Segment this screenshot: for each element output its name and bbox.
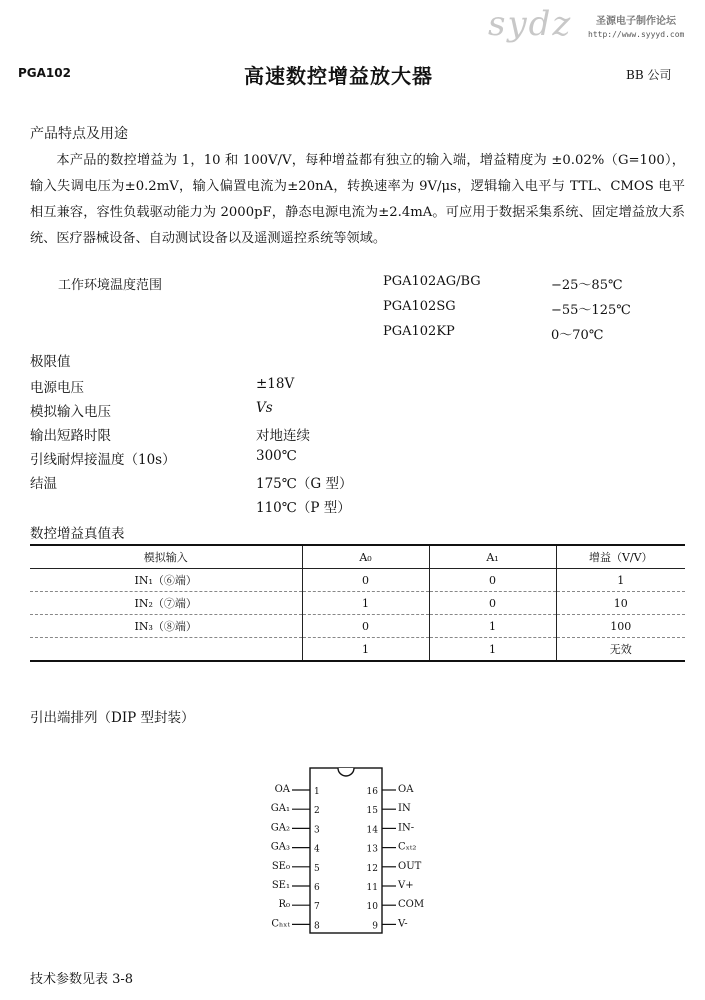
pin-number-label: 8 bbox=[314, 921, 320, 932]
limit-row bbox=[30, 472, 430, 496]
pin-name-label: V+ bbox=[398, 880, 414, 891]
pin-number-label: 14 bbox=[366, 825, 378, 836]
table-cell bbox=[30, 638, 302, 662]
temperature-model: PGA102AG/BG bbox=[383, 274, 481, 289]
table-cell: 0 bbox=[429, 569, 556, 592]
limit-value: 300℃ bbox=[256, 448, 297, 464]
temperature-row bbox=[383, 274, 683, 296]
right-pins bbox=[367, 784, 425, 931]
table-cell: IN₁（⑥端） bbox=[30, 569, 302, 592]
limit-key: 结温 bbox=[30, 476, 57, 492]
column-header: 增益（V/V） bbox=[556, 545, 685, 569]
pin-number-label: 1 bbox=[314, 787, 320, 797]
pin-name-label: R₀ bbox=[278, 899, 290, 911]
watermark-logo: sydz bbox=[488, 4, 573, 44]
limit-value: ±18V bbox=[256, 376, 295, 392]
footer-note: 技术参数见表 3-8 bbox=[30, 972, 134, 987]
table-cell: 1 bbox=[302, 592, 429, 615]
limit-value: 175℃（G 型） bbox=[256, 476, 353, 492]
features-heading: 产品特点及用途 bbox=[30, 126, 128, 142]
limit-value: 110℃（P 型） bbox=[256, 500, 351, 516]
table-cell: 无效 bbox=[556, 638, 685, 662]
limit-row bbox=[30, 448, 430, 472]
pin-name-label: Cₓₜ₂ bbox=[398, 841, 417, 853]
table-header-row bbox=[30, 545, 685, 569]
pin-number-label: 15 bbox=[366, 806, 378, 817]
dip-package-diagram bbox=[240, 760, 460, 940]
company-name: BB 公司 bbox=[626, 68, 672, 82]
pin-number-label: 10 bbox=[366, 902, 378, 913]
pin-name-label: GA₃ bbox=[270, 841, 290, 853]
table-cell: IN₃（⑧端） bbox=[30, 615, 302, 638]
pin-number-label: 7 bbox=[314, 902, 320, 913]
column-header: A₀ bbox=[302, 545, 429, 569]
pin-name-label: IN bbox=[398, 803, 411, 815]
pin-name-label: OUT bbox=[398, 860, 422, 872]
pin-name-label: OA bbox=[398, 784, 414, 795]
table-cell: 1 bbox=[429, 638, 556, 662]
watermark-site-name: 圣源电子制作论坛 bbox=[596, 16, 676, 27]
left-pins bbox=[271, 784, 320, 931]
pin-name-label: V- bbox=[398, 918, 408, 930]
temperature-model: PGA102KP bbox=[383, 324, 455, 339]
pin-name-label: OA bbox=[274, 784, 290, 795]
page-title: 高速数控增益放大器 bbox=[244, 64, 433, 88]
limit-key: 输出短路时限 bbox=[30, 428, 111, 444]
features-text: 本产品的数控增益为 1，10 和 100V/V，每种增益都有独立的输入端，增益精度为 ±0.02%（G=100），输入失调电压为±0.2mV，输入偏置电流为±20nA，转换速率为 9V/μs，逻辑输入电平与 TTL、CMOS 电平相互兼容，容性负载驱动能力为 2000pF，静态电源电流为±2.4mA。可应用于数据采集系统、固定增益放大系统、医疗器械设备、自动测试设备以及遥测遥控系统等领域。 bbox=[30, 153, 685, 246]
column-header: A₁ bbox=[429, 545, 556, 569]
table-row bbox=[30, 592, 685, 615]
temperature-range: 0～70℃ bbox=[551, 328, 604, 343]
temperature-row bbox=[383, 324, 683, 346]
table-cell: 1 bbox=[429, 615, 556, 638]
temperature-row bbox=[383, 299, 683, 321]
pin-number-label: 12 bbox=[366, 863, 378, 874]
pin-number-label: 16 bbox=[366, 787, 378, 797]
truth-table bbox=[30, 544, 685, 662]
temperature-label: 工作环境温度范围 bbox=[58, 278, 163, 293]
pin-number-label: 9 bbox=[372, 921, 378, 932]
pin-name-label: GA₂ bbox=[270, 822, 290, 834]
pin-name-label: IN- bbox=[398, 822, 415, 834]
temperature-model: PGA102SG bbox=[383, 299, 456, 314]
pin-number-label: 13 bbox=[366, 844, 378, 855]
table-row bbox=[30, 569, 685, 592]
part-number: PGA102 bbox=[18, 66, 71, 80]
limit-row bbox=[30, 376, 430, 400]
features-paragraph bbox=[30, 148, 685, 252]
temperature-range: −55～125℃ bbox=[551, 303, 631, 318]
table-cell: 100 bbox=[556, 615, 685, 638]
pin-number-label: 3 bbox=[314, 825, 320, 836]
pin-name-label: Cₕₓₜ bbox=[271, 918, 290, 930]
pin-name-label: SE₁ bbox=[271, 880, 290, 891]
table-cell: IN₂（⑦端） bbox=[30, 592, 302, 615]
table-row bbox=[30, 615, 685, 638]
limit-key: 引线耐焊接温度（10s） bbox=[30, 452, 176, 468]
temperature-range: −25～85℃ bbox=[551, 278, 623, 293]
pin-name-label: GA₁ bbox=[270, 803, 290, 815]
table-cell: 0 bbox=[429, 592, 556, 615]
watermark-url: http://www.syyyd.com bbox=[588, 30, 685, 39]
pin-number-label: 2 bbox=[314, 806, 320, 817]
pinout-title: 引出端排列（DIP 型封装） bbox=[30, 710, 195, 726]
pin-number-label: 6 bbox=[314, 883, 320, 893]
limit-key: 模拟输入电压 bbox=[30, 404, 111, 420]
limit-row bbox=[30, 496, 430, 520]
pin-number-label: 4 bbox=[314, 844, 320, 855]
pin-number-label: 11 bbox=[366, 883, 378, 893]
table-cell: 10 bbox=[556, 592, 685, 615]
limit-row bbox=[30, 424, 430, 448]
table-cell: 0 bbox=[302, 569, 429, 592]
chip-notch bbox=[338, 768, 354, 776]
truth-table-title: 数控增益真值表 bbox=[30, 526, 125, 542]
pin-name-label: SE₀ bbox=[271, 860, 290, 872]
table-cell: 0 bbox=[302, 615, 429, 638]
watermark bbox=[488, 6, 700, 48]
column-header: 模拟输入 bbox=[30, 545, 302, 569]
limit-value: Vs bbox=[256, 400, 273, 416]
limit-key: 电源电压 bbox=[30, 380, 84, 396]
table-cell: 1 bbox=[556, 569, 685, 592]
pin-number-label: 5 bbox=[314, 863, 320, 874]
table-cell: 1 bbox=[302, 638, 429, 662]
limits-heading: 极限值 bbox=[30, 354, 71, 370]
limit-value: 对地连续 bbox=[256, 428, 310, 444]
limit-row bbox=[30, 400, 430, 424]
table-row bbox=[30, 638, 685, 662]
pin-name-label: COM bbox=[398, 899, 425, 911]
